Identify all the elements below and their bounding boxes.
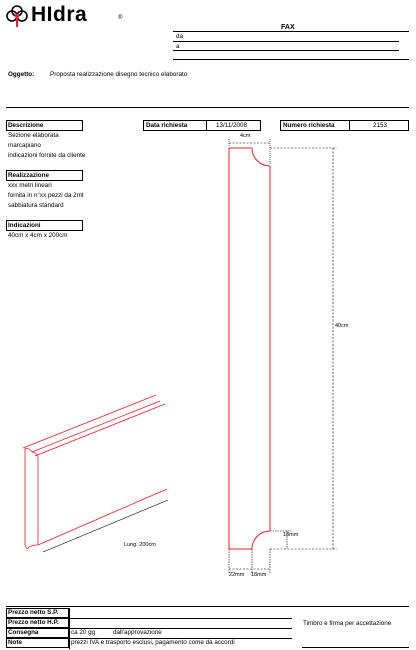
fax-a-rule bbox=[173, 50, 399, 51]
oggetto-value: Proposta realizzazione disegno tecnico elaborato bbox=[50, 71, 188, 78]
length-label: Lung. 200cm bbox=[124, 542, 156, 548]
numero-richiesta-box bbox=[280, 120, 409, 131]
logo-registered-mark: ® bbox=[118, 15, 123, 21]
realizzazione-header: Realizzazione bbox=[6, 170, 83, 181]
footer-value-divider bbox=[69, 608, 70, 649]
realizzazione-line-1: xxx metri lineari bbox=[8, 182, 52, 189]
fax-da-rule bbox=[173, 41, 399, 42]
footer-row-consegna: Consegna bbox=[6, 628, 69, 638]
fax-bottom-rule bbox=[173, 59, 409, 60]
footer-row-prezzo-sp: Prezzo netto S.P. bbox=[6, 608, 69, 618]
indicazioni-line-1: 40cm x 4cm x 200cm bbox=[8, 232, 68, 239]
oggetto-rule bbox=[6, 107, 409, 108]
note-value: prezzi IVA e trasporto esclusi, pagamento come da accordi bbox=[71, 639, 235, 646]
footer-rule-1 bbox=[69, 618, 292, 619]
fax-da-label: da bbox=[176, 33, 184, 40]
logo-wordmark: HIdra bbox=[31, 3, 88, 26]
realizzazione-line-3: sabbiatura standard bbox=[8, 202, 64, 209]
oggetto-label: Oggetto: bbox=[8, 71, 35, 78]
realizzazione-line-2: fornita in n°xx pezzi da 2mt bbox=[8, 192, 84, 199]
footer-row-note: Note bbox=[6, 638, 69, 648]
numero-richiesta-value: 2153 bbox=[373, 122, 388, 129]
data-richiesta-value: 13/11/2008 bbox=[216, 122, 248, 129]
logo-flower-icon bbox=[6, 4, 28, 28]
indicazioni-header: Indicazioni bbox=[6, 220, 83, 231]
numero-richiesta-label: Numero richiesta bbox=[283, 122, 335, 129]
signature-rule bbox=[302, 647, 409, 648]
isometric-profile bbox=[23, 395, 167, 549]
footer-row-prezzo-hp: Prezzo netto H.P. bbox=[6, 618, 69, 628]
descrizione-line-1: Sezione elaborata bbox=[8, 132, 59, 139]
dimension-lines bbox=[229, 139, 337, 573]
signature-label: Timbro e firma per accettazione bbox=[303, 620, 392, 627]
company-logo bbox=[6, 4, 126, 30]
data-richiesta-label: Data richiesta bbox=[146, 122, 188, 129]
dim-bottom-left-label: 22mm bbox=[229, 572, 245, 578]
footer-rule-2 bbox=[69, 628, 292, 629]
descrizione-line-2: marcapiano bbox=[8, 142, 41, 149]
descrizione-line-3: indicazioni fornite da cliente bbox=[8, 152, 86, 159]
consegna-value: ca 20 gg bbox=[71, 629, 96, 636]
dim-height-label: 40cm bbox=[335, 323, 349, 329]
footer-top-rule bbox=[6, 606, 409, 607]
dim-top-label: 4cm bbox=[240, 133, 251, 139]
section-profile bbox=[229, 148, 270, 549]
fax-title: FAX bbox=[281, 24, 295, 31]
data-richiesta-divider bbox=[206, 121, 207, 130]
dim-bottom-right-label: 18mm bbox=[251, 572, 267, 578]
consegna-extra: dall'approvazione bbox=[113, 629, 162, 636]
fax-top-rule bbox=[173, 31, 409, 32]
fax-a-label: a bbox=[176, 43, 180, 50]
descrizione-header: Descrizione bbox=[6, 120, 83, 131]
dim-radius-label: 18mm bbox=[283, 532, 299, 538]
numero-richiesta-divider bbox=[349, 121, 350, 130]
data-richiesta-box bbox=[143, 120, 261, 131]
